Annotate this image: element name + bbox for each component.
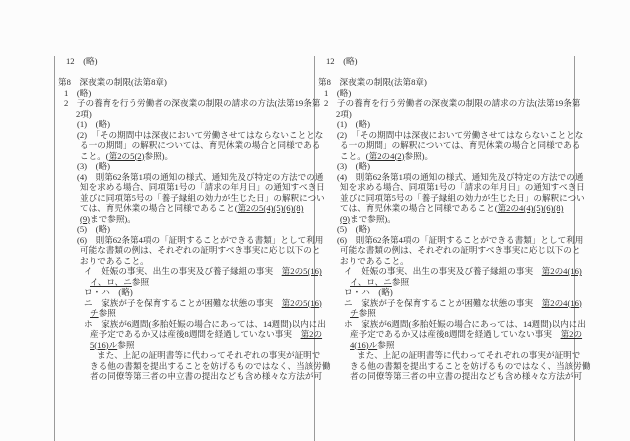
text-segment: きる他の書類を提出することを妨げるものではなく、当該労働 (350, 360, 591, 371)
text-segment: 可能な書類の例は、それぞれの証明すべき事実に応じ以下のと (80, 245, 321, 255)
text-line (340, 245, 580, 255)
cross-reference-link: (9) (340, 213, 351, 224)
text-line (77, 224, 110, 234)
text-segment: まで参照)。 (350, 213, 396, 224)
text-segment: 参照 (358, 308, 376, 318)
text-segment: こと。( (340, 150, 369, 161)
text-line (350, 371, 582, 381)
text-line (90, 361, 330, 371)
text-segment: (3) (略) (337, 161, 370, 171)
text-segment: 参照 (131, 276, 150, 287)
text-segment: ては、育児休業の場合と同様であること( (80, 203, 238, 213)
text-line (77, 119, 110, 129)
text-line (336, 109, 352, 119)
text-line (80, 151, 173, 161)
text-line (340, 256, 409, 266)
text-line (324, 88, 351, 98)
text-line (80, 256, 149, 266)
cross-reference-link: 第2の4(16) (541, 297, 582, 308)
text-segment: 第8 深夜業の制限(法第8章) (58, 77, 167, 87)
cross-reference-link: 第2の4(16) (541, 266, 582, 276)
text-line (344, 287, 393, 297)
text-line (324, 98, 580, 108)
text-segment: 可能な書類の例は、それぞれの証明すべき事実に応じ以下のと (340, 245, 581, 255)
text-line (337, 119, 370, 129)
text-line (80, 203, 303, 213)
cross-reference-link: 第2の5(16) (281, 266, 322, 276)
text-line (340, 193, 585, 203)
text-line (318, 77, 427, 87)
text-line (84, 319, 326, 329)
cross-reference-link: チ (90, 308, 99, 318)
text-line (80, 193, 325, 203)
text-segment: 並びに同項第5号の「養子縁組の効力が生じた日」の解釈につい (80, 192, 325, 203)
text-segment: (6) 則第62条第4項の「証明することができる書類」として利用 (77, 234, 324, 245)
text-segment: ホ 家族が6週間(多胎妊娠の場合にあっては、14週間)以内に出 (344, 318, 586, 329)
text-line (350, 308, 376, 318)
text-line (90, 371, 322, 381)
text-segment: こと。( (80, 150, 109, 161)
text-segment: おりであること。 (340, 255, 409, 266)
text-line (357, 350, 580, 360)
text-line (80, 245, 320, 255)
text-line (337, 130, 583, 140)
text-line (90, 329, 322, 339)
text-segment: 並びに同項第5号の「養子縁組の効力が生じた日」の解釈につい (340, 192, 585, 203)
text-segment: ホ 家族が6週間(多胎妊娠の場合にあっては、14週間)以内に出 (84, 318, 326, 329)
text-line (337, 224, 370, 234)
column-divider-left (54, 56, 55, 441)
text-line (77, 130, 323, 140)
text-segment: (4) 則第62条第1項の通知の様式、通知先及び特定の方法での通 (337, 171, 584, 182)
text-segment: ニ 家族が子を保育することが困難な状態の事実 (84, 297, 282, 308)
text-segment: イ 妊娠の事実、出生の事実及び養子縁組の事実 (344, 266, 542, 276)
text-segment: ニ 家族が子を保育することが困難な状態の事実 (344, 297, 542, 308)
cross-reference-link: チ (350, 308, 359, 318)
text-segment: (1) (略) (77, 119, 110, 129)
text-segment: 知を求める場合、同項第1号の「請求の年月日」の通知すべき日 (340, 182, 585, 192)
text-line (337, 161, 370, 171)
cross-reference-link: 5(16)ル (90, 339, 118, 350)
text-line (344, 319, 586, 329)
text-segment: 参照 (391, 276, 410, 287)
text-line (344, 298, 582, 308)
text-segment: おりであること。 (80, 255, 149, 266)
text-line (80, 214, 136, 224)
text-segment: (3) (略) (77, 161, 110, 171)
text-line (76, 109, 92, 119)
text-line (340, 182, 585, 192)
text-line (84, 287, 133, 297)
text-line (77, 172, 323, 182)
text-line (90, 340, 134, 350)
text-segment: 2項) (336, 108, 352, 119)
text-segment: きる他の書類を提出することを妨げるものではなく、当該労働 (90, 360, 331, 371)
text-segment: 参照)。 (404, 150, 434, 161)
text-line (80, 182, 325, 192)
text-segment: 第8 深夜業の制限(法第8章) (318, 77, 427, 87)
cross-reference-link: 第2の5(2) (108, 150, 145, 161)
text-line (64, 88, 91, 98)
text-line (350, 277, 409, 287)
text-line (350, 340, 394, 350)
text-segment: イ 妊娠の事実、出生の事実及び養子縁組の事実 (84, 266, 282, 276)
text-segment: 1 (略) (324, 87, 352, 98)
text-line (340, 151, 433, 161)
cross-reference-link: (9) (80, 213, 91, 224)
text-line (77, 235, 323, 245)
text-segment: (4) 則第62条第1項の通知の様式、通知先及び特定の方法での通 (77, 171, 324, 182)
text-line (84, 266, 322, 276)
text-segment: 参照 (377, 339, 395, 350)
cross-reference-link: 4(16)ル (350, 339, 378, 350)
text-segment: 参照)。 (144, 150, 174, 161)
cross-reference-link: イ、ロ、ニ (90, 276, 132, 287)
revised-text-column (58, 0, 331, 441)
text-segment: 知を求める場合、同項第1号の「請求の年月日」の通知すべき日 (80, 182, 325, 192)
text-segment: 1 (略) (64, 87, 92, 98)
text-segment: 2 子の養育を行う労働者の深夜業の制限の請求の方法(法第19条第 (64, 98, 321, 108)
text-segment: また、上記の証明書等に代わってそれぞれの事実が証明で (97, 350, 321, 360)
cross-reference-link: 第2の5(4)(5)(6)(8) (237, 203, 304, 213)
text-segment: ては、育児休業の場合と同様であること( (340, 203, 498, 213)
text-segment: 産予定であるか又は産後8週間を経過していない事実 (90, 329, 301, 339)
text-segment: る一の期間」の解釈については、育児休業の場合と同様である (340, 140, 581, 150)
text-segment: (5) (略) (337, 224, 370, 234)
text-segment: (1) (略) (337, 119, 370, 129)
current-text-column (318, 0, 591, 441)
text-line (77, 161, 110, 171)
text-segment: (2) 「その期間中は深夜において労働させてはならないこととな (77, 129, 324, 140)
text-line (350, 329, 582, 339)
text-segment: 産予定であるか又は産後8週間を経過していない事実 (350, 329, 561, 339)
text-segment: 参照 (117, 339, 135, 350)
text-line (80, 140, 320, 150)
text-line (90, 308, 116, 318)
text-line (340, 203, 563, 213)
text-line (337, 172, 583, 182)
text-segment: まで参照)。 (90, 213, 136, 224)
text-segment: 2 子の養育を行う労働者の深夜業の制限の請求の方法(法第19条第 (324, 98, 581, 108)
text-segment: 2項) (76, 108, 92, 119)
text-line (340, 214, 396, 224)
text-line (58, 77, 167, 87)
text-line (64, 98, 320, 108)
text-segment: (6) 則第62条第4項の「証明することができる書類」として利用 (337, 234, 584, 245)
text-segment: る一の期間」の解釈については、育児休業の場合と同様である (80, 140, 321, 150)
text-line (337, 235, 583, 245)
text-segment: ロ・ハ (略) (84, 287, 133, 297)
text-line (97, 350, 320, 360)
text-segment: 者の同僚等第三者の申立書の提出なども含め様々な方法が可 (90, 371, 323, 381)
text-segment: また、上記の証明書等に代わってそれぞれの事実が証明で (357, 350, 581, 360)
text-line (340, 140, 580, 150)
text-line (344, 266, 582, 276)
section-heading-12: 12 (略) (326, 56, 358, 66)
cross-reference-link: 第2の4(2) (368, 150, 405, 161)
text-line (84, 298, 322, 308)
section-heading-12: 12 (略) (66, 56, 98, 66)
cross-reference-link: 第2の (560, 329, 583, 339)
cross-reference-link: 第2の4(4)(5)(6)(8) (497, 203, 564, 213)
text-segment: (5) (略) (77, 224, 110, 234)
text-line (350, 361, 590, 371)
cross-reference-link: 第2の5(16) (281, 297, 322, 308)
text-segment: 者の同僚等第三者の申立書の提出なども含め様々な方法が可 (350, 371, 583, 381)
text-segment: (2) 「その期間中は深夜において労働させてはならないこととな (337, 129, 584, 140)
cross-reference-link: イ、ロ、ニ (350, 276, 392, 287)
text-line (90, 277, 149, 287)
text-segment: ロ・ハ (略) (344, 287, 393, 297)
cross-reference-link: 第2の (300, 329, 323, 339)
text-segment: 参照 (98, 308, 116, 318)
